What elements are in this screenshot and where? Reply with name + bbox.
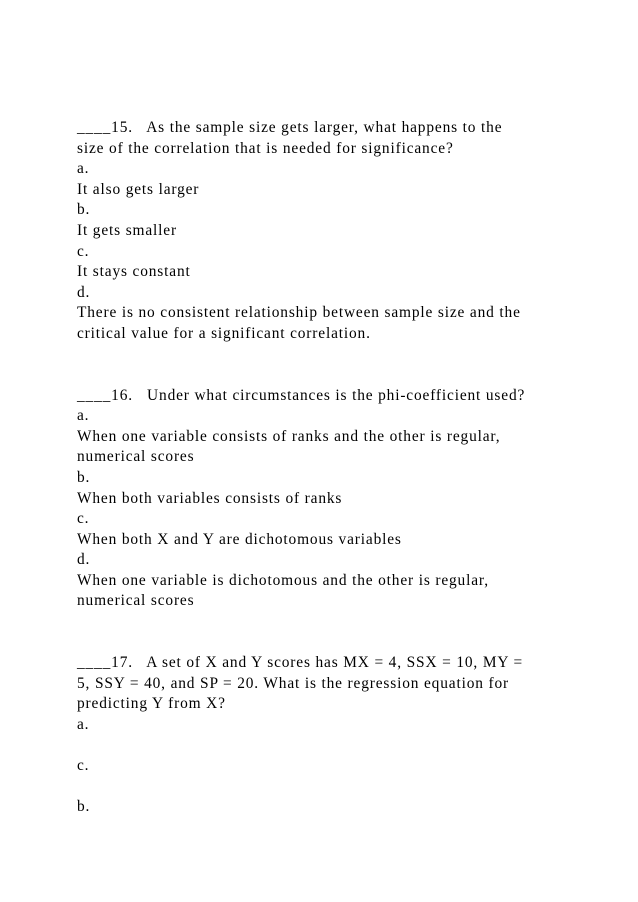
option-text-c: It stays constant	[77, 263, 191, 281]
question-stem-line: ____15. As the sample size gets larger, what happens to the	[77, 119, 503, 136]
option-letter-a: a.	[77, 715, 90, 733]
option-letter-d: d.	[77, 551, 91, 569]
question-15	[77, 118, 577, 345]
option-letter-a: a.	[77, 160, 90, 178]
question-spacer	[77, 612, 577, 653]
option-letter-b: b.	[77, 468, 91, 486]
document-body	[77, 118, 577, 818]
option-letter-b: b.	[77, 798, 91, 816]
question-spacer	[77, 345, 577, 386]
option-letter-c: c.	[77, 510, 90, 528]
question-17	[77, 653, 577, 818]
question-stem-line: size of the correlation that is needed for significance?	[77, 139, 454, 157]
option-text-c: When both X and Y are dichotomous variables	[77, 530, 402, 548]
question-stem-line: 5, SSY = 40, and SP = 20. What is the regression equation for	[77, 674, 509, 692]
option-letter-d: d.	[77, 283, 91, 301]
question-stem-line: ____17. A set of X and Y scores has MX = 4, SSX = 10, MY =	[77, 654, 523, 672]
option-text-b: When both variables consists of ranks	[77, 489, 343, 507]
option-text-c	[77, 777, 577, 798]
option-letter-c: c.	[77, 242, 90, 260]
option-text-d: critical value for a significant correlation.	[77, 324, 371, 342]
question-16	[77, 386, 577, 613]
option-letter-b: b.	[77, 201, 91, 219]
option-text-d: When one variable is dichotomous and the other is regular,	[77, 571, 489, 589]
option-text-a	[77, 735, 577, 756]
option-text-d: numerical scores	[77, 592, 195, 610]
option-text-a: When one variable consists of ranks and the other is regular,	[77, 427, 501, 445]
option-text-b: It gets smaller	[77, 221, 177, 239]
option-letter-c: c.	[77, 757, 90, 775]
question-stem-line: predicting Y from X?	[77, 695, 226, 713]
option-text-a: numerical scores	[77, 448, 195, 466]
question-stem-line: ____16. Under what circumstances is the phi-coefficient used?	[77, 386, 526, 404]
option-letter-a: a.	[77, 407, 90, 425]
option-text-d: There is no consistent relationship between sample size and the	[77, 304, 521, 322]
option-text-a: It also gets larger	[77, 180, 200, 198]
